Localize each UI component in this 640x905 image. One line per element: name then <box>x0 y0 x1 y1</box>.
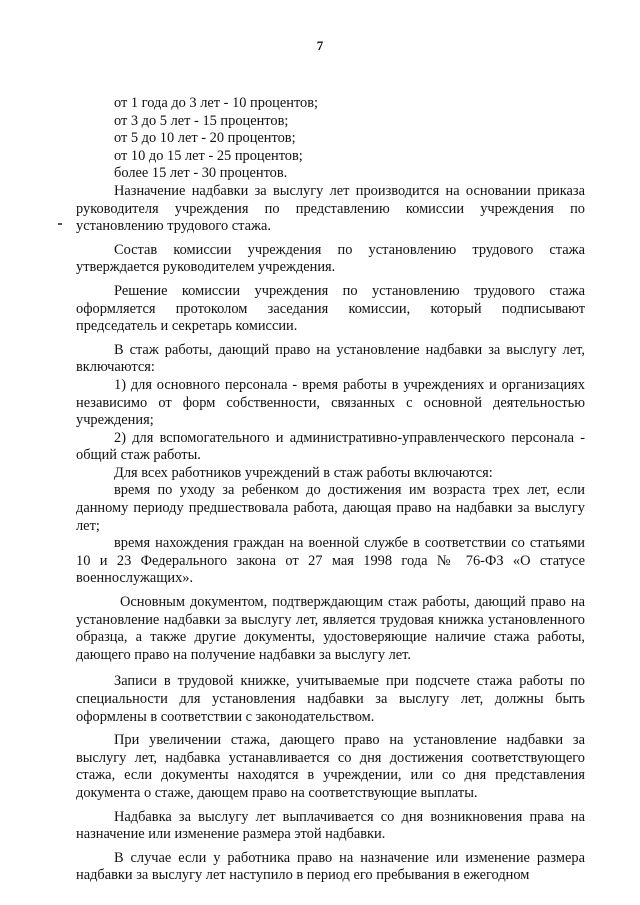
paragraph: 2) для вспомогательного и административно-управленческого персонала - общий стаж работы. <box>76 429 585 464</box>
document-body <box>76 95 585 885</box>
paragraph: 1) для основного персонала - время работы в учреждениях и организациях независимо от форм собственности, связанных с основной деятельностью учреждения; <box>76 376 585 429</box>
paragraph: При увеличении стажа, дающего право на установление надбавки за выслугу лет, надбавка устанавливается со дня достижения соответствующего стажа, если документы находятся в учреждении, или со дня представления документа о стаже, дающем право на соответствующие выплаты. <box>76 732 585 801</box>
page-number: 7 <box>316 38 324 53</box>
paragraph: Решение комиссии учреждения по установлению трудового стажа оформляется протоколом заседания комиссии, который подписывают председатель и секретарь комиссии. <box>76 282 585 335</box>
list-item: от 5 до 10 лет - 20 процентов; <box>114 130 296 147</box>
list-item: более 15 лет - 30 процентов. <box>114 165 288 182</box>
paragraph: время по уходу за ребенком до достижения им возраста трех лет, если данному периоду предшествовала работа, дающая право на надбавки за выслугу лет; <box>76 482 585 534</box>
paragraph: Для всех работников учреждений в стаж работы включаются: <box>114 464 493 481</box>
paragraph: В случае если у работника право на назначение или изменение размера надбавки за выслугу лет наступило в период его пребывания в ежегодном <box>76 849 585 884</box>
paragraph: Записи в трудовой книжке, учитываемые при подсчете стажа работы по специальности для установления надбавки за выслугу лет, должны быть оформлены в соответствии с законодательством. <box>76 673 585 725</box>
list-item: от 3 до 5 лет - 15 процентов; <box>114 112 289 129</box>
paragraph: Надбавка за выслугу лет выплачивается со дня возникновения права на назначение или изменение размера этой надбавки. <box>76 808 585 843</box>
paragraph: время нахождения граждан на военной службе в соответствии со статьями 10 и 23 Федерального закона от 27 мая 1998 года № 76-ФЗ «О статусе военнослужащих». <box>76 535 585 587</box>
paragraph: В стаж работы, дающий право на установление надбавки за выслугу лет, включаются: <box>76 341 585 376</box>
paragraph: Состав комиссии учреждения по установлению трудового стажа утверждается руководителем учреждения. <box>76 241 585 276</box>
paragraph: Основным документом, подтверждающим стаж работы, дающий право на установление надбавки за выслугу лет, является трудовая книжка установленного образца, а также другие документы, удостоверяющие наличие стажа работы, дающего право на получение надбавки за выслугу лет. <box>76 594 585 663</box>
list-item: от 10 до 15 лет - 25 процентов; <box>114 147 303 164</box>
list-item: от 1 года до 3 лет - 10 процентов; <box>114 95 319 111</box>
margin-mark <box>58 223 62 225</box>
paragraph: Назначение надбавки за выслугу лет производится на основании приказа руководителя учреждения по представлению комиссии учреждения по установлению трудового стажа. <box>76 182 585 235</box>
